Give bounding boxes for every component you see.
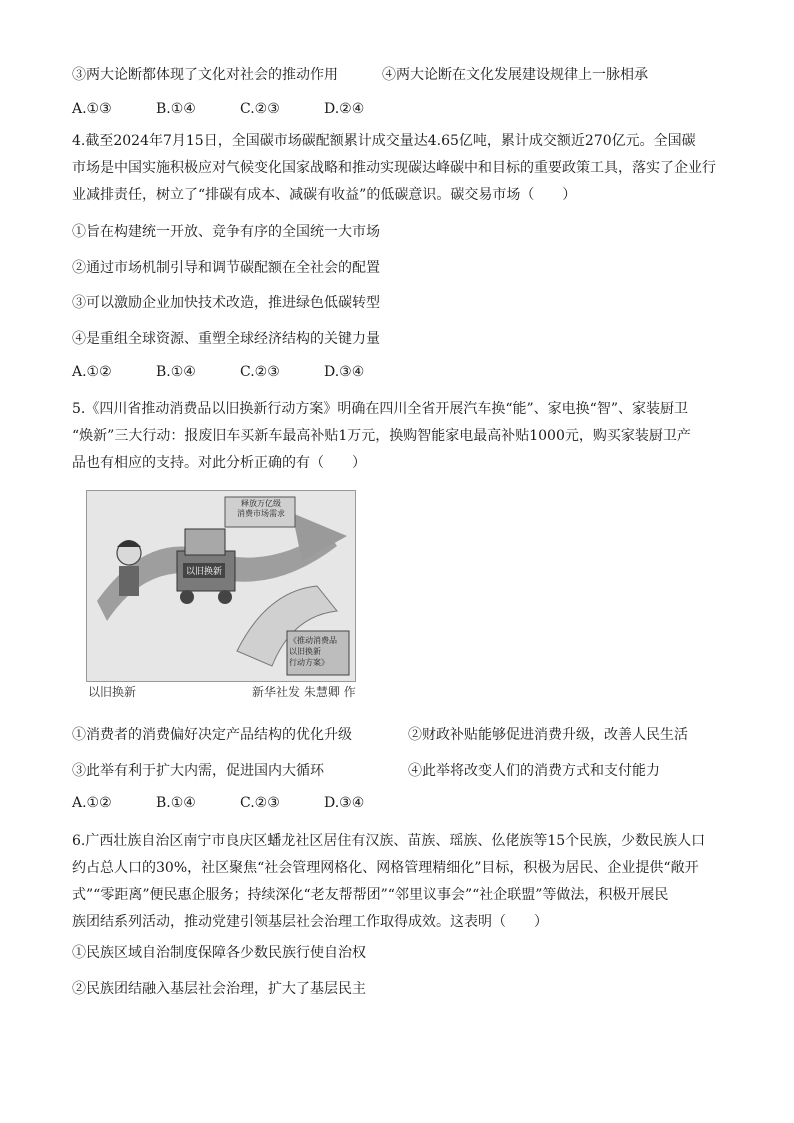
q5-choice-c: C.②③ <box>240 795 280 811</box>
q4-choice-a: A.①② <box>72 364 112 380</box>
figure-banner-line-2: 消费市场需求 <box>237 509 285 518</box>
cartoon-figure <box>86 490 356 682</box>
q5-option-2: ②财政补贴能够促进消费升级，改善人民生活 <box>408 727 688 743</box>
q4-option-4: ④是重组全球资源、重塑全球经济结构的关键力量 <box>72 331 380 347</box>
q4-option-1: ①旨在构建统一开放、竞争有序的全国统一大市场 <box>72 224 380 240</box>
figure-doc-label <box>289 635 337 668</box>
q4-choice-d: D.③④ <box>324 364 365 380</box>
q5-stem-line-3: 品也有相应的支持。对此分析正确的有（ ） <box>72 455 366 471</box>
q6-stem-line-2: 约占总人口的30%，社区聚焦“社会管理网格化、网格管理精细化”目标，积极为居民、企业提供“敞开 <box>72 860 699 876</box>
figure-cart-label: 以旧换新 <box>183 563 225 578</box>
q4-option-3: ③可以激励企业加快技术改造，推进绿色低碳转型 <box>72 295 380 311</box>
q4-choice-c: C.②③ <box>240 364 280 380</box>
q3-choice-c: C.②③ <box>240 101 280 117</box>
figure-doc-line-3: 行动方案》 <box>289 658 329 667</box>
q5-option-4: ④此举将改变人们的消费方式和支付能力 <box>408 763 660 779</box>
q5-stem-line-1: 5.《四川省推动消费品以旧换新行动方案》明确在四川全省开展汽车换“能”、家电换“智”、家装厨卫 <box>72 401 688 417</box>
q6-stem-line-1: 6.广西壮族自治区南宁市良庆区蟠龙社区居住有汉族、苗族、瑶族、仫佬族等15个民族，少数民族人口 <box>72 833 706 849</box>
q4-option-2: ②通过市场机制引导和调节碳配额在全社会的配置 <box>72 260 380 276</box>
q3-option-4: ④两大论断在文化发展建设规律上一脉相承 <box>382 67 648 83</box>
q3-option-3: ③两大论断都体现了文化对社会的推动作用 <box>72 67 338 83</box>
q6-stem-line-4: 族团结系列活动，推动党建引领基层社会治理工作取得成效。这表明（ ） <box>72 914 548 930</box>
q6-option-2: ②民族团结融入基层社会治理，扩大了基层民主 <box>72 981 366 997</box>
q5-option-1: ①消费者的消费偏好决定产品结构的优化升级 <box>72 727 352 743</box>
figure-banner <box>229 499 293 519</box>
q4-stem-line-3: 业减排责任，树立了“排碳有成本、减碳有收益”的低碳意识。碳交易市场（ ） <box>72 187 577 203</box>
q3-choice-b: B.①④ <box>156 101 196 117</box>
figure-caption-credit: 新华社发 朱慧卿 作 <box>252 685 356 699</box>
q4-choice-b: B.①④ <box>156 364 196 380</box>
q5-stem-line-2: “焕新”三大行动：报废旧车买新车最高补贴1万元，换购智能家电最高补贴1000元，购买家装厨卫产 <box>72 428 691 444</box>
figure-doc-line-2: 以旧换新 <box>289 647 321 656</box>
figure-caption-title: 以旧换新 <box>88 685 137 699</box>
q6-stem-line-3: 式”“零距离”便民惠企服务；持续深化“老友帮帮团”“邻里议事会”“社企联盟”等做法，积极开展民 <box>72 887 669 903</box>
q5-choice-a: A.①② <box>72 795 112 811</box>
q5-option-3: ③此举有利于扩大内需，促进国内大循环 <box>72 763 324 779</box>
q3-choice-a: A.①③ <box>72 101 112 117</box>
figure-doc-line-1: 《推动消费品 <box>289 636 337 645</box>
q3-choice-d: D.②④ <box>324 101 365 117</box>
q5-choice-d: D.③④ <box>324 795 365 811</box>
q4-stem-line-2: 市场是中国实施积极应对气候变化国家战略和推动实现碳达峰碳中和目标的重要政策工具，落实了企业行 <box>72 160 716 176</box>
figure-banner-line-1: 释放万亿级 <box>241 499 281 508</box>
q4-stem-line-1: 4.截至2024年7月15日，全国碳市场碳配额累计成交量达4.65亿吨，累计成交额近270亿元。全国碳 <box>72 133 696 149</box>
q6-option-1: ①民族区域自治制度保障各少数民族行使自治权 <box>72 945 366 961</box>
q5-choice-b: B.①④ <box>156 795 196 811</box>
